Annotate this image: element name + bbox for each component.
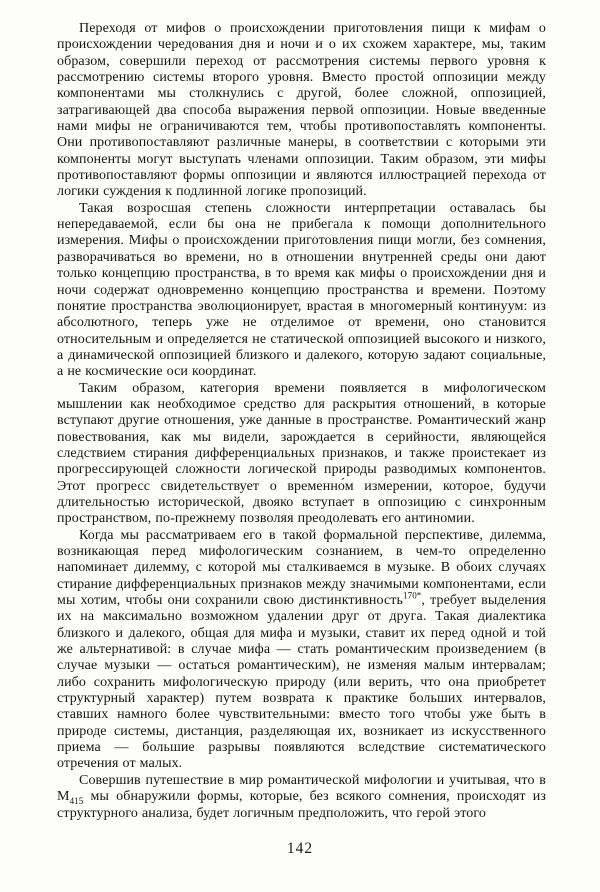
- myth-index-subscript: 415: [69, 795, 84, 806]
- paragraph-3: Таким образом, категория времени появляется в мифологическом мышлении как необходимое средство для раскрытия отношений, в которые вступают другие отношения, уже данные в пространстве. Романтический жанр повествования, как мы видели, зарождается в серийности, являющейся следствием стирания дифференциальных признаков, и также проистекает из прогрессирующей сложности логической природы разводимых компонентов. Этот прогресс свидетельствует о временно́м измерении, которое, будучи длительностью исторической, двояко вступает в оппозицию с синхронным пространством, по-прежнему позволяя преодолевать его антиномии.: [57, 380, 546, 527]
- text-block: [57, 21, 546, 822]
- paragraph-4-text-continued: , требует выделения их на максимально возможном удалении друг от друга. Такая диалектика близкого и далекого, общая для мифа и музыки, ставит их перед одной и той же альтернативой: в случае мифа — стать романтическим произведением (в случае музыки — остаться романтическим), не изменяя малым интервалам; либо сохранить мифологическую природу (или верить, что она приобретет структурный характер) путем возврата к практике больших интервалов, ставших намного более чувствительными: вместо того чтобы уже быть в природе системы, дистанция, разделяющая их, возникает из искусственного приема — большие разрывы появляются вследствие систематического отречения от малых.: [57, 593, 546, 772]
- footnote-marker: 170*: [403, 590, 422, 601]
- page-number: 142: [286, 840, 314, 857]
- paragraph-5-text-continued: мы обнаружили формы, которые, без всякого сомнения, происходят из структурного анализа, будет логичным предположить, что герой этого: [57, 789, 546, 821]
- paragraph-5: [57, 773, 546, 822]
- paragraph-4-text: Когда мы рассматриваем его в такой формальной перспективе, дилемма, возникающая перед мифологическим сознанием, в чем-то определенно напоминает дилемму, с которой мы сталкиваемся в музыке. В обоих случаях стирание дифференциальных признаков между значимыми компонентами, если мы хотим, чтобы они сохранили свою дистинктивность: [57, 527, 546, 609]
- paragraph-1: Переходя от мифов о происхождении приготовления пищи к мифам о происхождении чередования дня и ночи и о их схожем характере, мы, таким образом, совершили переход от рассмотрения системы первого уровня к рассмотрению системы второго уровня. Вместо простой оппозиции между компонентами мы столкнулись с другой, более сложной, оппозицией, затрагивающей два способа выражения первой оппозиции. Новые введенные нами мифы не ограничиваются тем, чтобы противопоставлять компоненты. Они противопоставляют различные манеры, в соответствии с которыми эти компоненты могут выступать членами оппозиции. Таким образом, эти мифы противопоставляют формы оппозиции и являются иллюстрацией перехода от логики суждения к подлинной логике пропозиций.: [57, 21, 546, 200]
- paragraph-5-text: Совершив путешествие в мир романтической мифологии и учитывая, что в М: [57, 772, 546, 805]
- paragraph-4: [57, 528, 546, 773]
- paragraph-2: Такая возросшая степень сложности интерпретации оставалась бы непередаваемой, если бы она не прибегала к помощи дополнительного измерения. Мифы о происхождении приготовления пищи могли, без сомнения, разворачиваться во времени, но в отношении внутренней среды они дают только концепцию пространства, в то время как мифы о происхождении дня и ночи содержат одновременно концепцию пространства и времени. Поэтому понятие пространства эволюционирует, врастая в многомерный континуум: из абсолютного, теперь уже не отделимое от времени, оно становится относительным и определяется не статической оппозицией высокого и низкого, а динамической оппозицией близкого и далекого, которую задают социальные, а не космические оси координат.: [57, 200, 546, 380]
